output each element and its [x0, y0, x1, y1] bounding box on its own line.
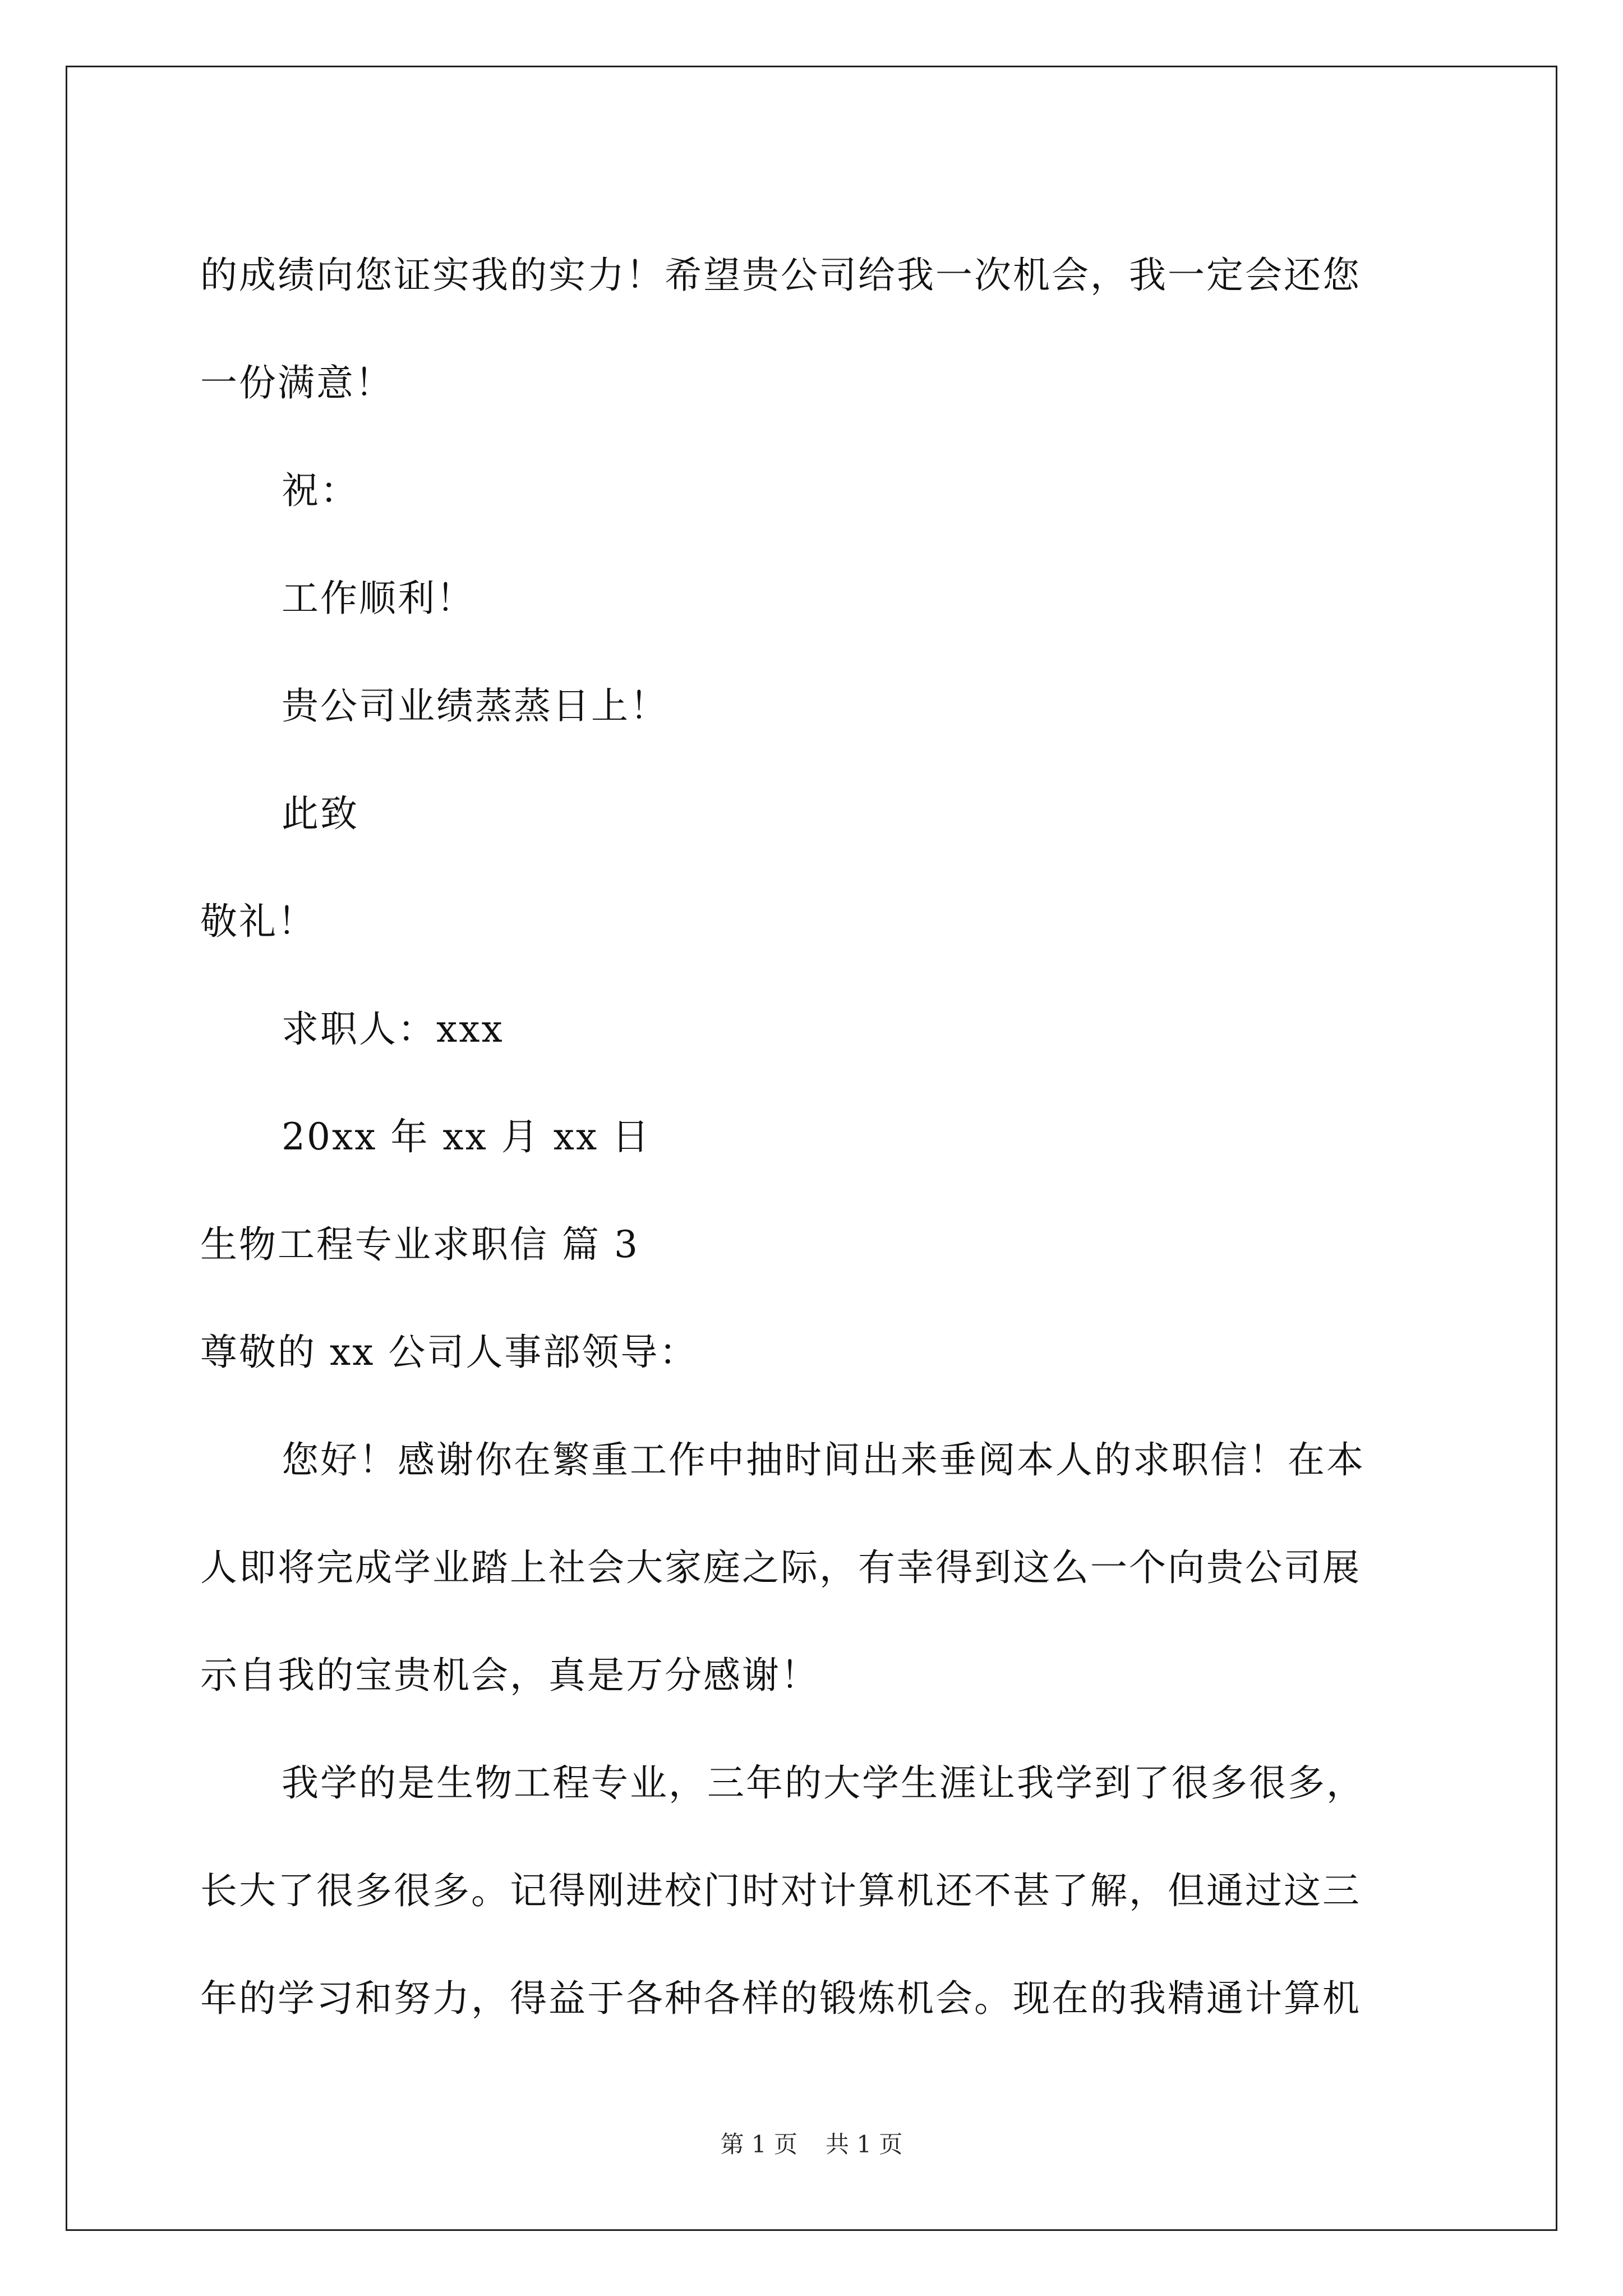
document-body: [200, 222, 1428, 2053]
page-number-total: 共 1 页: [826, 2131, 903, 2158]
text-line: 我学的是生物工程专业，三年的大学生涯让我学到了很多很多，: [282, 1761, 1365, 1805]
text-line: 祝：: [282, 469, 359, 512]
text-line: 年的学习和努力，得益于各种各样的锻炼机会。现在的我精通计算机: [200, 1977, 1361, 2020]
text-line: 20xx 年 xx 月 xx 日: [282, 1115, 651, 1158]
text-line: 示自我的宝贵机会，真是万分感谢！: [200, 1654, 819, 1697]
text-line: 敬礼！: [200, 900, 316, 943]
salutation: 尊敬的 xx 公司人事部领导：: [200, 1331, 698, 1374]
text-line: 您好！感谢你在繁重工作中抽时间出来垂阅本人的求职信！在本: [282, 1438, 1365, 1481]
text-line: 工作顺利！: [282, 577, 475, 620]
text-line: 长大了很多很多。记得刚进校门时对计算机还不甚了解，但通过这三: [200, 1869, 1361, 1912]
text-line: 求职人：xxx: [282, 1007, 504, 1051]
section-heading: 生物工程专业求职信 篇 3: [200, 1223, 639, 1266]
text-line: 人即将完成学业踏上社会大家庭之际，有幸得到这么一个向贵公司展: [200, 1546, 1361, 1589]
text-line: 一份满意！: [200, 361, 394, 404]
page-footer: [0, 2126, 1623, 2160]
text-line: 此致: [282, 792, 359, 835]
page-number-current: 第 1 页: [720, 2131, 797, 2158]
text-line: 的成绩向您证实我的实力！希望贵公司给我一次机会，我一定会还您: [200, 254, 1361, 297]
text-line: 贵公司业绩蒸蒸日上！: [282, 684, 668, 728]
